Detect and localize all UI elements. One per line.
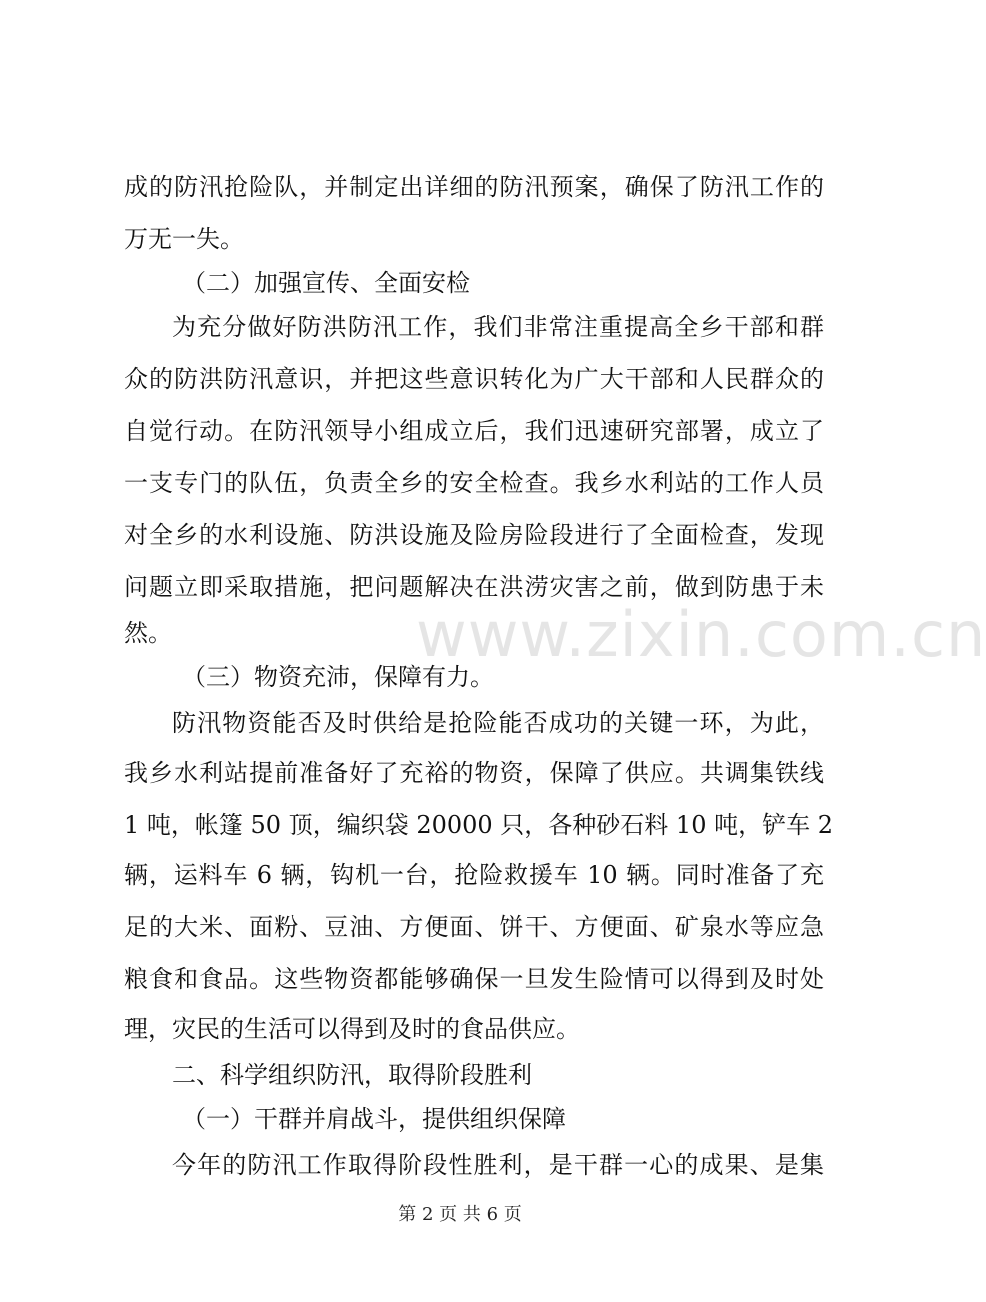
- text-line: 万无一失。: [124, 225, 244, 253]
- section-heading: （三）物资充沛，保障有力。: [182, 663, 494, 691]
- text-line: 今年的防汛工作取得阶段性胜利，是干群一心的成果、是集: [172, 1151, 824, 1179]
- text-line: 粮食和食品。这些物资都能够确保一旦发生险情可以得到及时处: [124, 965, 824, 993]
- text-line: 对全乡的水利设施、防洪设施及险房险段进行了全面检查，发现: [124, 521, 824, 549]
- section-heading: 二、科学组织防汛，取得阶段胜利: [172, 1061, 532, 1089]
- text-line: 防汛物资能否及时供给是抢险能否成功的关键一环，为此，: [172, 709, 824, 737]
- text-line: 辆，运料车 6 辆，钩机一台，抢险救援车 10 辆。同时准备了充: [124, 861, 824, 889]
- text-line: 为充分做好防洪防汛工作，我们非常注重提高全乡干部和群: [172, 313, 824, 341]
- text-line: 我乡水利站提前准备好了充裕的物资，保障了供应。共调集铁线: [124, 759, 824, 787]
- text-line: 自觉行动。在防汛领导小组成立后，我们迅速研究部署，成立了: [124, 417, 824, 445]
- section-heading: （二）加强宣传、全面安检: [182, 269, 470, 297]
- text-line: 1 吨，帐篷 50 顶，编织袋 20000 只，各种砂石料 10 吨，铲车 2: [124, 811, 833, 839]
- text-line: 足的大米、面粉、豆油、方便面、饼干、方便面、矿泉水等应急: [124, 913, 824, 941]
- watermark-logo: www.zixin.com.cn: [416, 598, 986, 671]
- text-line: 问题立即采取措施，把问题解决在洪涝灾害之前，做到防患于未: [124, 573, 824, 601]
- text-line: 理，灾民的生活可以得到及时的食品供应。: [124, 1015, 580, 1043]
- text-line: 一支专门的队伍，负责全乡的安全检查。我乡水利站的工作人员: [124, 469, 824, 497]
- text-line: 众的防洪防汛意识，并把这些意识转化为广大干部和人民群众的: [124, 365, 824, 393]
- section-heading: （一）干群并肩战斗，提供组织保障: [182, 1105, 566, 1133]
- text-line: 然。: [124, 619, 172, 647]
- text-line: 成的防汛抢险队，并制定出详细的防汛预案，确保了防汛工作的: [124, 173, 824, 201]
- page-footer: 第 2 页 共 6 页: [398, 1204, 522, 1225]
